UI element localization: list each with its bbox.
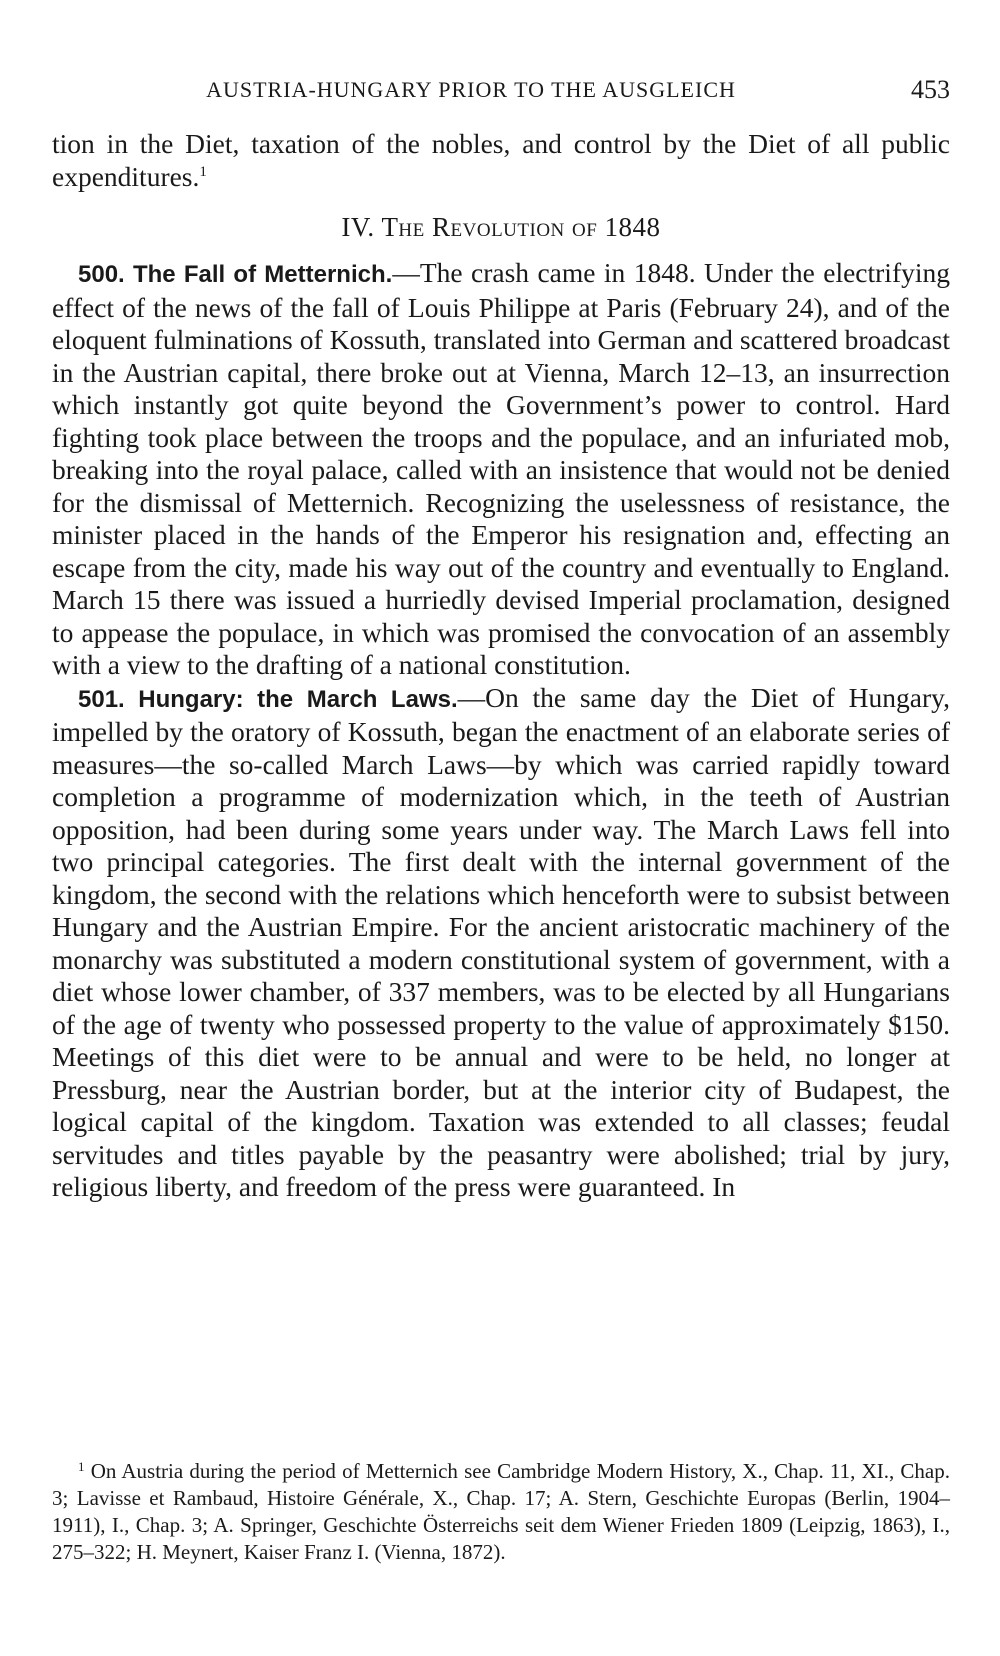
paragraph-heading: 500. The Fall of Metternich.	[78, 261, 393, 288]
footnote-marker: 1	[78, 1459, 85, 1474]
footnote-1	[52, 1458, 950, 1566]
paragraph-501	[52, 682, 950, 1204]
paragraph-text: —The crash came in 1848. Under the electrifying effect of the news of the fall of Louis Philippe at Paris (February 24), and of the eloquent fulminations of Kossuth, translated into German and scattered broadcast in the Austrian capital, there broke out at Vienna, March 12–13, an insurrection which instantly got quite beyond the Government’s power to control. Hard fighting took place between the troops and the populace, and an infuriated mob, breaking into the royal palace, called with an insistence that would not be denied for the dismissal of Metternich. Recognizing the uselessness of resistance, the minister placed in the hands of the Emperor his resignation and, effecting an escape from the city, made his way out of the country and eventually to England. March 15 there was issued a hurriedly devised Imperial proclamation, designed to appease the populace, in which was promised the convocation of an assembly with a view to the drafting of a national constitution.	[52, 257, 950, 680]
footnote-text: On Austria during the period of Metternich see Cambridge Modern History, X., Chap. 11, XI., Chap. 3; Lavisse et Rambaud, Histoire Générale, X., Chap. 17; A. Stern, Geschichte Europas (Berlin, 1904–1911), I., Chap. 3; A. Springer, Geschichte Österreichs seit dem Wiener Frieden 1809 (Leipzig, 1863), I., 275–322; H. Meynert, Kaiser Franz I. (Vienna, 1872).	[52, 1459, 951, 1564]
running-header	[52, 72, 950, 108]
paragraph-text: —On the same day the Diet of Hungary, impelled by the oratory of Kossuth, began the enactment of an elaborate series of measures—the so-called March Laws—by which was carried rapidly toward completion a programme of modernization which, in the teeth of Austrian opposition, had been during some years under way. The March Laws fell into two principal categories. The first dealt with the internal government of the kingdom, the second with the relations which henceforth were to subsist between Hungary and the Austrian Empire. For the ancient aristocratic machinery of the monarchy was substituted a modern constitutional system of government, with a diet whose lower chamber, of 337 members, was to be elected by all Hungarians of the age of twenty who possessed property to the value of approximately $150. Meetings of this diet were to be annual and were to be held, no longer at Pressburg, near the Austrian border, but at the interior city of Budapest, the logical capital of the kingdom. Taxation was extended to all classes; feudal servitudes and titles payable by the peasantry were abolished; trial by jury, religious liberty, and freedom of the press were guaranteed. In	[52, 681, 950, 1202]
body-text	[52, 128, 950, 1204]
continuation-text: tion in the Diet, taxation of the nobles, and control by the Diet of all public expenditures.	[52, 128, 950, 192]
running-title: AUSTRIA-HUNGARY PRIOR TO THE AUSGLEICH	[206, 77, 736, 102]
footnotes	[52, 1458, 950, 1566]
page-number: 453	[911, 75, 950, 104]
paragraph-500	[52, 257, 950, 682]
section-heading: IV. The Revolution of 1848	[341, 212, 661, 242]
footnote-reference: 1	[199, 163, 207, 180]
paragraph-heading: 501. Hungary: the March Laws.	[78, 685, 458, 713]
continuation-paragraph	[52, 128, 950, 193]
